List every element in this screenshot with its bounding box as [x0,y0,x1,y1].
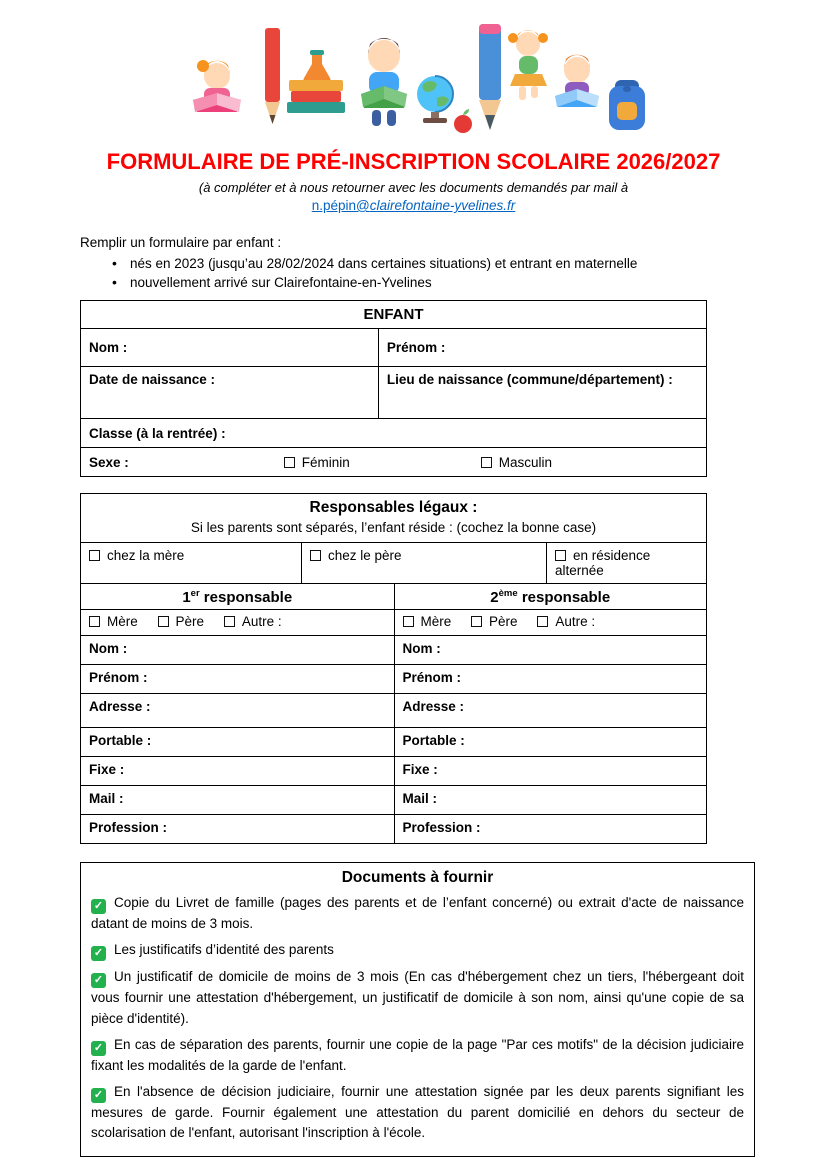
responsables-roles-row [81,609,706,635]
residence-option-label: chez le père [328,548,402,563]
field-label: Profession : [89,820,168,835]
responsables-table [80,493,707,844]
field-label: Adresse : [89,699,151,714]
field-label: Portable : [89,733,152,748]
checkbox-residence-alternee[interactable] [555,550,566,561]
bullet-icon: • [112,274,117,290]
resp2-field-adresse[interactable] [394,694,707,727]
form-title: FORMULAIRE DE PRÉ-INSCRIPTION SCOLAIRE 2026/2027 [106,149,721,174]
resp1-field-nom[interactable] [81,636,394,664]
responsables-title: Responsables légaux : [309,499,478,516]
field-label: Mail : [402,791,438,806]
children-illustration [179,14,649,138]
responsables-header-cell [81,494,706,542]
field-label: Nom : [402,641,441,656]
role-label: Autre : [241,614,282,629]
resp1-field-prenom[interactable] [81,665,394,693]
checkbox-resp1-mere[interactable] [89,616,100,627]
field-lieu-naissance[interactable] [378,367,706,418]
table-row [81,664,706,693]
field-label: Adresse : [402,699,465,714]
apple-icon [454,109,472,133]
documents-box [80,862,755,1157]
residence-option-label: chez la mère [107,548,185,563]
checkbox-chez-la-mere[interactable] [89,550,100,561]
enfant-table-title: ENFANT [363,306,424,323]
table-row [81,693,706,727]
resp1-role-mere [89,614,138,629]
field-date-naissance[interactable] [81,367,378,418]
resp1-field-portable[interactable] [81,728,394,756]
field-label-nom: Nom : [89,340,128,355]
field-label: Nom : [89,641,128,656]
checkbox-resp2-mere[interactable] [403,616,414,627]
field-label-date-naissance: Date de naissance : [89,372,216,387]
table-row [81,635,706,664]
document-item [91,940,744,961]
form-subtitle: (à compléter et à nous retourner avec les documents demandés par mail à [198,180,629,195]
checkbox-chez-le-pere[interactable] [310,550,321,561]
document-text: En l'absence de décision judiciaire, fournir une attestation signée par les deux parents signifiant les mesures de garde. Fournir également une attestation du parent domicilié en dehors du secteur de scolarisation de l'enfant, autorisant l'inscription à l'école. [91,1084,744,1141]
field-label-lieu-naissance: Lieu de naissance (commune/département) : [386,372,673,387]
reading-girl-icon [193,60,241,112]
sexe-option-label: Masculin [498,454,553,470]
table-row [81,447,706,476]
documents-title: Documents à fournir [341,869,494,886]
role-label: Autre : [555,614,596,629]
email-user: n.pépin@ [311,198,370,213]
col2-header [394,584,707,609]
field-label: Portable : [402,733,465,748]
blue-pencil-icon [479,24,501,130]
role-label: Père [175,614,205,629]
resp1-roles [81,610,394,635]
field-label-sexe: Sexe : [89,454,129,470]
bullet-icon: • [112,255,117,271]
table-row [81,756,706,785]
document-text: Copie du Livret de famille (pages des parents et de l’enfant concerné) ou extrait d'acte de naissance datant de moins de 3 mois. [91,895,744,931]
field-label: Mail : [89,791,124,806]
check-icon: ✓ [91,1041,106,1056]
col2-sup: ème [498,588,518,599]
check-icon: ✓ [91,973,106,988]
document-item [91,1082,744,1144]
header-illustration-container [0,0,827,143]
checkbox-masculin[interactable] [481,457,492,468]
table-row [81,727,706,756]
resp1-role-autre [224,614,282,629]
residence-options-row [81,542,706,583]
document-text: Les justificatifs d’identité des parents [114,942,334,958]
table-row [81,814,706,843]
document-item [91,967,744,1029]
resp2-role-pere [471,614,518,629]
checkbox-resp2-pere[interactable] [471,616,482,627]
intro-bullets [80,255,827,290]
field-label-prenom: Prénom : [386,340,446,355]
resp2-field-nom[interactable] [394,636,707,664]
residence-option-alternee [546,543,706,583]
role-label: Mère [107,614,138,629]
resp1-field-fixe[interactable] [81,757,394,785]
col2-num: 2 [490,589,499,606]
resp2-role-mere [403,614,452,629]
field-sexe [81,448,706,476]
bullet-item [80,274,827,290]
field-label-classe: Classe (à la rentrée) : [89,425,226,441]
residence-option-mere [81,543,301,583]
sexe-option-masculin [481,455,552,470]
email-domain: clairefontaine-yvelines.fr [369,198,516,213]
checkbox-resp2-autre[interactable] [537,616,548,627]
email-link[interactable] [312,198,516,213]
role-label: Père [489,614,518,629]
field-classe[interactable] [81,419,706,447]
sexe-option-label: Féminin [301,454,350,470]
check-icon: ✓ [91,899,106,914]
responsables-column-headers [81,583,706,609]
resp2-field-prenom[interactable] [394,665,707,693]
field-label: Prénom : [89,670,148,685]
resp2-field-fixe[interactable] [394,757,707,785]
boy-with-book-icon [361,38,407,126]
check-icon: ✓ [91,946,106,961]
resp2-role-autre [537,614,595,629]
resp2-roles [394,610,707,635]
field-label: Profession : [402,820,481,835]
residence-option-pere [301,543,546,583]
table-row [81,418,706,447]
resp2-field-portable[interactable] [394,728,707,756]
form-content [0,235,827,1157]
col1-sup: er [190,588,200,599]
backpack-icon [609,80,645,130]
enfant-table [80,300,707,477]
field-label: Prénom : [402,670,462,685]
table-row [81,366,706,418]
responsables-subtitle: Si les parents sont séparés, l’enfant réside : (cochez la bonne case) [190,520,597,535]
jumping-girl-icon [508,30,548,100]
resp1-role-pere [158,614,205,629]
check-icon: ✓ [91,1088,106,1103]
red-pencil-icon [265,28,280,124]
residence-option-label: en résidence alternée [555,548,651,578]
responsables-header [81,494,706,542]
field-label: Fixe : [402,762,438,777]
field-prenom[interactable] [378,329,706,366]
email-line [0,198,827,213]
field-nom[interactable] [81,329,378,366]
role-label: Mère [420,614,452,629]
resp1-field-adresse[interactable] [81,694,394,727]
bullet-item [80,255,827,271]
checkbox-feminin[interactable] [284,457,295,468]
bullet-text: nouvellement arrivé sur Clairefontaine-en-Yvelines [130,275,432,290]
resp1-field-mail[interactable] [81,786,394,814]
col1-header [81,584,394,609]
checkbox-resp1-autre[interactable] [224,616,235,627]
document-text: Un justificatif de domicile de moins de 3 mois (En cas d'hébergement chez un tiers, l'hébergeant doit vous fournir une attestation d'hébergement, un justificatif de domicile à son nom, ainsi qu'une copie de sa pièce d'identité). [91,969,744,1026]
books-stack-icon [287,50,345,113]
resp2-field-profession[interactable] [394,815,707,843]
intro-lead: Remplir un formulaire par enfant : [80,235,282,250]
table-row [81,785,706,814]
col1-rest: responsable [199,589,293,606]
bullet-text: nés en 2023 (jusqu’au 28/02/2024 dans certaines situations) et entrant en maternelle [130,256,638,271]
document-text: En cas de séparation des parents, fournir une copie de la page "Par ces motifs" de la décision judiciaire fixant les modalités de la garde de l'enfant. [91,1036,744,1073]
sexe-option-feminin [284,455,350,470]
field-label: Fixe : [89,762,125,777]
col1-num: 1 [182,589,191,606]
col2-rest: responsable [517,589,611,606]
resp2-field-mail[interactable] [394,786,707,814]
table-row [81,328,706,366]
document-item [91,893,744,934]
globe-icon [417,76,453,123]
reading-boy-icon [555,55,599,107]
enfant-table-header [81,301,706,328]
resp1-field-profession[interactable] [81,815,394,843]
document-item [91,1035,744,1076]
checkbox-resp1-pere[interactable] [158,616,169,627]
